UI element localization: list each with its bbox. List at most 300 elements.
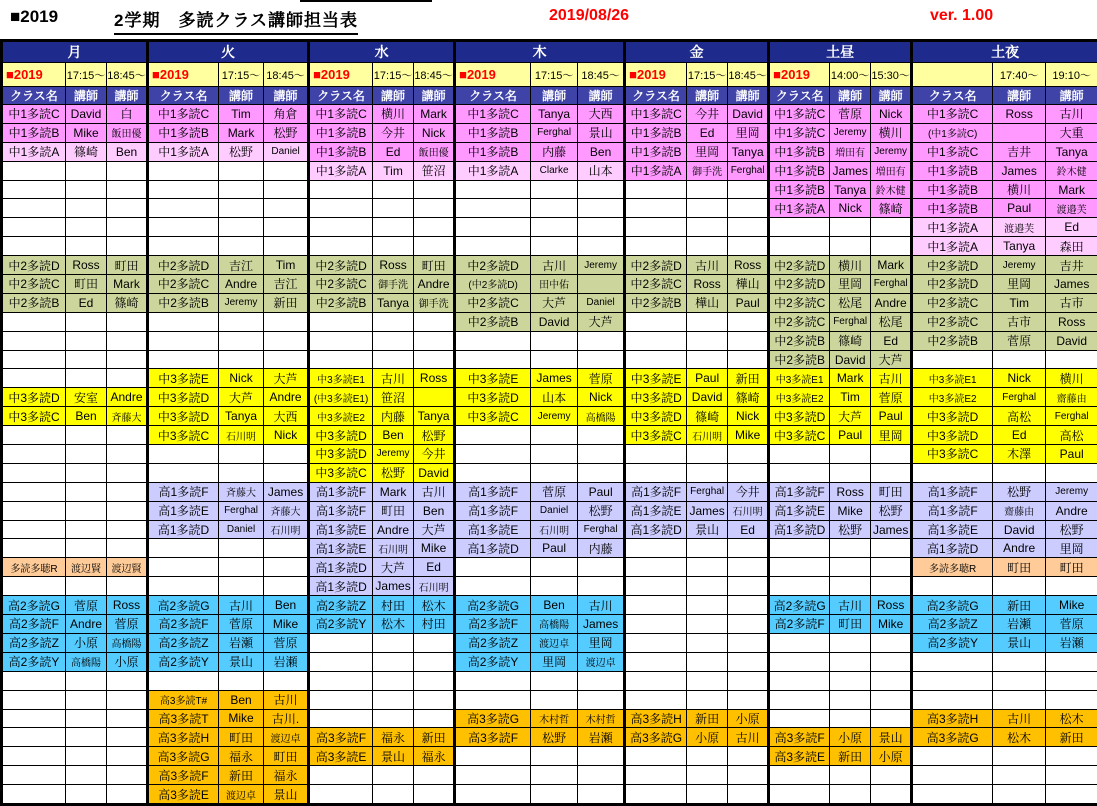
empty-cell [531,426,578,445]
empty-cell [830,577,871,596]
empty-cell [871,445,912,464]
instructor-cell: Ferghal [578,520,625,539]
empty-cell [912,671,993,690]
class-cell: 中2多読D [309,256,373,275]
empty-cell [2,426,66,445]
empty-cell [871,558,912,577]
table-row [2,539,1097,558]
instructor-cell: Paul [728,293,769,312]
class-cell: 高1多読F [769,482,830,501]
empty-cell [625,463,687,482]
class-cell: 中1多読A [912,237,993,256]
instructor-cell: 松野 [830,520,871,539]
empty-cell [578,237,625,256]
instructor-cell: 菅原 [66,596,107,615]
instructor-cell: 里岡 [993,275,1046,294]
class-cell: 高2多読G [912,596,993,615]
class-cell: 中2多読C [625,275,687,294]
empty-cell [219,331,264,350]
class-cell: 中2多読D [2,256,66,275]
empty-cell [728,652,769,671]
empty-cell [219,218,264,237]
class-cell: 中1多読C [455,105,531,124]
class-cell: 中3多読D [148,388,219,407]
instructor-cell: 村田 [414,615,455,634]
class-cell: 高1多読D [769,520,830,539]
instructor-cell: Daniel [531,501,578,520]
empty-cell [687,539,728,558]
instructor-cell: Mark [1046,180,1097,199]
instructor-cell: Nick [414,123,455,142]
empty-cell [687,747,728,766]
instructor-cell: Ross [1046,312,1097,331]
empty-cell [2,766,66,785]
empty-cell [578,747,625,766]
empty-cell [625,577,687,596]
empty-cell [66,218,107,237]
class-cell: 中3多読D [912,407,993,426]
empty-cell [2,709,66,728]
empty-cell [264,558,309,577]
empty-cell [830,445,871,464]
class-cell: 中2多読D [769,275,830,294]
instructor-cell: Mark [373,482,414,501]
class-cell: 中3多読D [625,388,687,407]
instructor-cell: 高橋陽 [107,633,148,652]
empty-cell [414,350,455,369]
class-cell: 中1多読C [912,105,993,124]
class-cell: 中1多読B [309,142,373,161]
instructor-cell: 松野 [531,728,578,747]
empty-cell [625,766,687,785]
instructor-cell: Nick [993,369,1046,388]
table-row [2,331,1097,350]
class-cell: 中3多読E1 [769,369,830,388]
class-cell: 中2多読C [309,275,373,294]
empty-cell [625,331,687,350]
schedule-table [0,39,1097,806]
instructor-cell: 町田 [373,501,414,520]
empty-cell [107,577,148,596]
empty-cell [66,728,107,747]
instructor-cell: Jeremy [373,445,414,464]
empty-cell [455,218,531,237]
table-row [2,652,1097,671]
instructor-cell: Ben [414,501,455,520]
instructor-cell: 石川明 [531,520,578,539]
time-label-fri-2: 18:45～ [728,63,769,87]
class-name-header-mon: クラス名 [2,87,66,105]
class-cell: 高1多読E [769,501,830,520]
instructor-cell: 横川 [373,105,414,124]
empty-cell [687,615,728,634]
empty-cell [309,237,373,256]
empty-cell [2,728,66,747]
instructor-cell: 斉藤大 [264,501,309,520]
empty-cell [625,199,687,218]
instructor-cell: 高橋陽 [66,652,107,671]
table-row [2,123,1097,142]
instructor-cell: 岩瀬 [1046,633,1097,652]
instructor-cell [578,275,625,294]
class-cell: 中2多読D [912,275,993,294]
teacher-header-mon: 講師 [66,87,107,105]
empty-cell [66,577,107,596]
instructor-cell: 横川 [993,180,1046,199]
empty-cell [912,785,993,805]
instructor-cell: 飯田優 [414,142,455,161]
instructor-cell: 渡辺賢 [107,558,148,577]
empty-cell [2,445,66,464]
class-cell: 高1多読E [912,520,993,539]
empty-cell [107,539,148,558]
instructor-cell: 町田 [219,728,264,747]
class-name-header-tue: クラス名 [148,87,219,105]
empty-cell [455,426,531,445]
empty-cell [993,785,1046,805]
empty-cell [728,785,769,805]
empty-cell [728,671,769,690]
instructor-cell: Nick [728,407,769,426]
instructor-cell: 古川 [993,709,1046,728]
instructor-cell: 古川 [1046,105,1097,124]
instructor-cell: 木村哲 [578,709,625,728]
empty-cell [2,463,66,482]
instructor-cell: 松木 [1046,709,1097,728]
instructor-cell: 岩瀬 [264,652,309,671]
class-cell: 中1多読B [912,180,993,199]
instructor-cell: Andre [66,615,107,634]
empty-cell [66,463,107,482]
empty-cell [107,237,148,256]
teacher-header-sat-night: 講師 [1046,87,1097,105]
instructor-cell: 町田 [830,615,871,634]
empty-cell [912,577,993,596]
class-cell: 中2多読B [625,293,687,312]
empty-cell [769,766,830,785]
instructor-cell: David [66,105,107,124]
empty-cell [2,747,66,766]
table-row [2,199,1097,218]
class-cell: 高1多読E [309,520,373,539]
empty-cell [2,577,66,596]
empty-cell [578,558,625,577]
instructor-cell: 大重 [1046,123,1097,142]
empty-cell [1046,785,1097,805]
instructor-cell: 古川 [871,369,912,388]
empty-cell [625,237,687,256]
empty-cell [531,350,578,369]
instructor-cell: 大芦 [373,558,414,577]
class-cell: 中3多読D [309,445,373,464]
class-cell: 中1多読C [309,105,373,124]
empty-cell [531,463,578,482]
instructor-cell: Nick [578,388,625,407]
empty-cell [373,218,414,237]
instructor-cell: Ross [107,596,148,615]
empty-cell [373,199,414,218]
class-cell: 中1多読B [625,123,687,142]
instructor-cell: Tanya [728,142,769,161]
empty-cell [687,671,728,690]
instructor-cell: 古川. [264,709,309,728]
instructor-cell: 鈴木健 [1046,161,1097,180]
empty-cell [728,747,769,766]
instructor-cell: Paul [531,539,578,558]
empty-cell [687,558,728,577]
empty-cell [148,161,219,180]
class-cell: 高1多読F [309,501,373,520]
time-label-fri-1: 17:15～ [687,63,728,87]
instructor-cell: 石川明 [687,426,728,445]
class-cell: 中1多読B [455,123,531,142]
day-header-thu: 木 [455,41,625,63]
empty-cell [687,577,728,596]
class-cell: 中1多読B [309,123,373,142]
class-cell: 中3多読E [625,369,687,388]
empty-cell [912,747,993,766]
empty-cell [728,690,769,709]
instructor-cell: 古川 [219,596,264,615]
table-row [2,407,1097,426]
class-cell: 高3多読H [148,728,219,747]
empty-cell [107,369,148,388]
instructor-cell: 斉藤大 [219,482,264,501]
day-header-tue: 火 [148,41,309,63]
empty-cell [625,539,687,558]
table-row [2,558,1097,577]
instructor-cell: David [531,312,578,331]
instructor-cell: 山本 [578,161,625,180]
instructor-cell: 古川 [531,256,578,275]
empty-cell [830,633,871,652]
empty-cell [107,520,148,539]
empty-cell [264,331,309,350]
instructor-cell: 篠崎 [687,407,728,426]
empty-cell [107,709,148,728]
teacher-header-wed: 講師 [373,87,414,105]
teacher-header-fri: 講師 [687,87,728,105]
instructor-cell: 高松 [1046,426,1097,445]
instructor-cell: 内藤 [373,407,414,426]
empty-cell [148,312,219,331]
instructor-cell: Ferghal [830,312,871,331]
day-header-sat-day: 土昼 [769,41,912,63]
teacher-header-thu: 講師 [578,87,625,105]
instructor-cell: 松野 [373,463,414,482]
empty-cell [66,312,107,331]
empty-cell [148,558,219,577]
time-label-mon-2: 18:45～ [107,63,148,87]
instructor-cell: 古市 [1046,293,1097,312]
instructor-cell: Ross [993,105,1046,124]
empty-cell [107,350,148,369]
instructor-cell: Ferghal [871,275,912,294]
empty-cell [687,766,728,785]
empty-cell [455,577,531,596]
class-cell: 高1多読F [309,482,373,501]
empty-cell [309,785,373,805]
instructor-cell: 新田 [219,766,264,785]
instructor-cell: 森田 [1046,237,1097,256]
empty-cell [871,709,912,728]
empty-cell [414,785,455,805]
instructor-cell: 里岡 [531,652,578,671]
empty-cell [871,652,912,671]
empty-cell [912,690,993,709]
instructor-cell: 古川 [414,482,455,501]
class-cell: 中2多読C [455,293,531,312]
empty-cell [148,463,219,482]
empty-cell [578,785,625,805]
empty-cell [578,426,625,445]
instructor-cell: Mike [830,501,871,520]
empty-cell [2,161,66,180]
empty-cell [687,785,728,805]
class-name-header-wed: クラス名 [309,87,373,105]
empty-cell [625,690,687,709]
instructor-cell: Mark [219,123,264,142]
empty-cell [309,766,373,785]
class-cell: 高2多読Z [309,596,373,615]
class-cell: 中3多読D [2,388,66,407]
empty-cell [414,199,455,218]
empty-cell [66,482,107,501]
class-cell: 中2多読C [148,275,219,294]
instructor-cell: Tanya [373,293,414,312]
empty-cell [728,558,769,577]
instructor-cell: Ferghal [219,501,264,520]
instructor-cell: Nick [219,369,264,388]
empty-cell [309,671,373,690]
instructor-cell: 古川 [728,728,769,747]
empty-cell [531,558,578,577]
instructor-cell: 渡邉芙 [1046,199,1097,218]
instructor-cell: 里岡 [1046,539,1097,558]
empty-cell [219,199,264,218]
class-cell: 中2多読D [912,256,993,275]
instructor-cell: 松尾 [830,293,871,312]
class-cell: 中1多読B [2,123,66,142]
table-row [2,615,1097,634]
instructor-cell: Tim [373,161,414,180]
empty-cell [455,558,531,577]
empty-cell [66,369,107,388]
empty-cell [830,671,871,690]
empty-cell [66,766,107,785]
instructor-cell: 菅原 [219,615,264,634]
class-cell: 高1多読E [455,520,531,539]
empty-cell [455,690,531,709]
instructor-cell: 菅原 [531,482,578,501]
empty-cell [309,218,373,237]
empty-cell [414,766,455,785]
class-cell: 中1多読C [769,123,830,142]
empty-cell [1046,747,1097,766]
class-cell: 中3多読C [912,445,993,464]
year-label-wed: ■2019 [309,63,373,87]
teacher-header-sat-day: 講師 [830,87,871,105]
empty-cell [414,180,455,199]
class-cell: 中1多読C [148,105,219,124]
empty-cell [219,161,264,180]
empty-cell [373,690,414,709]
instructor-cell: 笹沼 [414,161,455,180]
empty-cell [830,218,871,237]
instructor-cell: David [414,463,455,482]
instructor-cell: Tim [993,293,1046,312]
empty-cell [66,690,107,709]
empty-cell [625,633,687,652]
instructor-cell: 大西 [264,407,309,426]
teacher-header-thu: 講師 [531,87,578,105]
teacher-header-sat-day: 講師 [871,87,912,105]
instructor-cell: 古川 [687,256,728,275]
empty-cell [309,331,373,350]
instructor-cell: 景山 [993,633,1046,652]
instructor-cell: Jeremy [1046,482,1097,501]
instructor-cell: Ben [107,142,148,161]
instructor-cell: 御手洗 [687,161,728,180]
year-label-fri: ■2019 [625,63,687,87]
empty-cell [455,766,531,785]
class-cell: 中2多読C [912,312,993,331]
instructor-cell: 高松 [993,407,1046,426]
date-label: 2019/08/26 [549,7,630,24]
empty-cell [373,350,414,369]
instructor-cell: Mark [830,369,871,388]
table-row [2,785,1097,805]
class-cell: 高2多読Z [912,615,993,634]
empty-cell [264,218,309,237]
empty-cell [107,482,148,501]
class-cell: 中1多読A [625,161,687,180]
empty-cell [66,180,107,199]
instructor-cell: James [871,520,912,539]
table-row [2,369,1097,388]
title-top-border [300,0,432,2]
empty-cell [219,539,264,558]
empty-cell [687,463,728,482]
teacher-header-fri: 講師 [728,87,769,105]
instructor-cell: 新田 [264,293,309,312]
empty-cell [148,671,219,690]
empty-cell [107,426,148,445]
instructor-cell: 菅原 [107,615,148,634]
class-cell: 高3多読E [148,785,219,805]
instructor-cell: 篠崎 [871,199,912,218]
empty-cell [578,180,625,199]
instructor-cell: David [1046,331,1097,350]
class-cell: 中3多読C [769,426,830,445]
instructor-cell: Andre [219,275,264,294]
instructor-cell: 新田 [414,728,455,747]
empty-cell [414,218,455,237]
empty-cell [1046,577,1097,596]
empty-cell [728,445,769,464]
instructor-cell: 大西 [578,105,625,124]
table-row [2,709,1097,728]
instructor-cell: Ferghal [687,482,728,501]
empty-cell [2,180,66,199]
instructor-cell: 篠崎 [728,388,769,407]
time-label-tue-1: 17:15～ [219,63,264,87]
empty-cell [2,671,66,690]
empty-cell [871,671,912,690]
instructor-cell: 樺山 [687,293,728,312]
instructor-cell: Paul [687,369,728,388]
class-cell: 高2多読Z [148,633,219,652]
